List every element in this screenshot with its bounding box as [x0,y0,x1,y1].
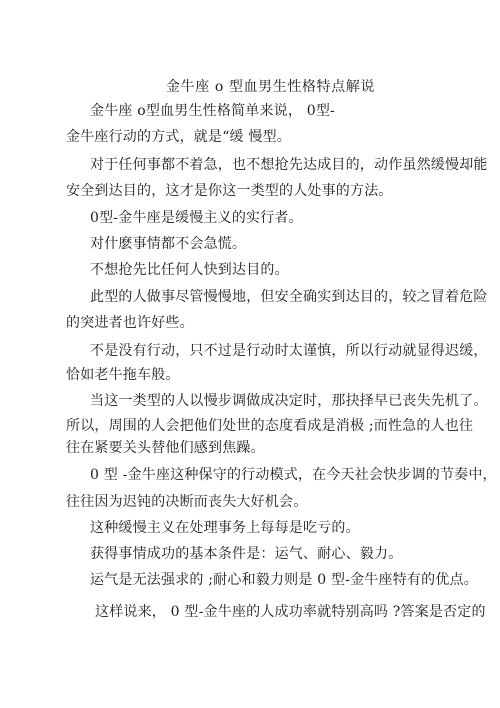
text-line: 金牛座 o型血男生性格简单来说， 0型- [90,103,335,119]
text-line: 金牛座行动的方式，就是“缓 慢型。 [66,129,292,145]
text-line: 对于任何事都不着急，也不想抢先达成目的，动作虽然缓慢却能 [90,157,488,173]
text-line: 对什麽事情都不会急慌。 [90,236,247,252]
text-line: 往往因为迟钝的决断而丧失大好机会。 [66,494,308,510]
text-line: 所以，周围的人会把他们处世的态度看成是消极 ;而性急的人也往 [66,418,474,434]
text-line: 此型的人做事尽管慢慢地，但安全确实到达目的，较之冒着危险 [90,289,488,305]
text-line: 0 型 -金牛座这种保守的行动模式，在今天社会快步调的节奏中， [90,467,497,483]
text-line: 恰如老牛拖车般。 [66,367,180,383]
document-title: 金牛座 o 型血男生性格特点解说 [166,79,375,95]
text-line: 这种缓慢主义在处理事务上每每是吃亏的。 [90,520,360,536]
text-line: 往在紧要关头替他们感到焦躁。 [66,440,265,456]
text-line: 运气是无法强求的 ;耐心和毅力则是 0 型-金牛座特有的优点。 [90,572,478,588]
text-line: 当这一类型的人以慢步调做成决定时，那抉择早已丧失先机了。 [90,393,488,409]
text-line: 安全到达目的，这才是你这一类型的人处事的方法。 [66,183,393,199]
text-line: 获得事情成功的基本条件是：运气、耐心、毅力。 [90,546,403,562]
text-line: 0型-金牛座是缓慢主义的实行者。 [90,210,303,226]
text-line: 不想抢先比任何人快到达目的。 [90,262,289,278]
text-line: 不是没有行动，只不过是行动时太谨慎，所以行动就显得迟缓， [90,343,488,359]
text-line: 的突进者也许好些。 [66,315,194,331]
text-line: 这样说来， 0 型-金牛座的人成功率就特别高吗 ?答案是否定的 [95,604,486,620]
